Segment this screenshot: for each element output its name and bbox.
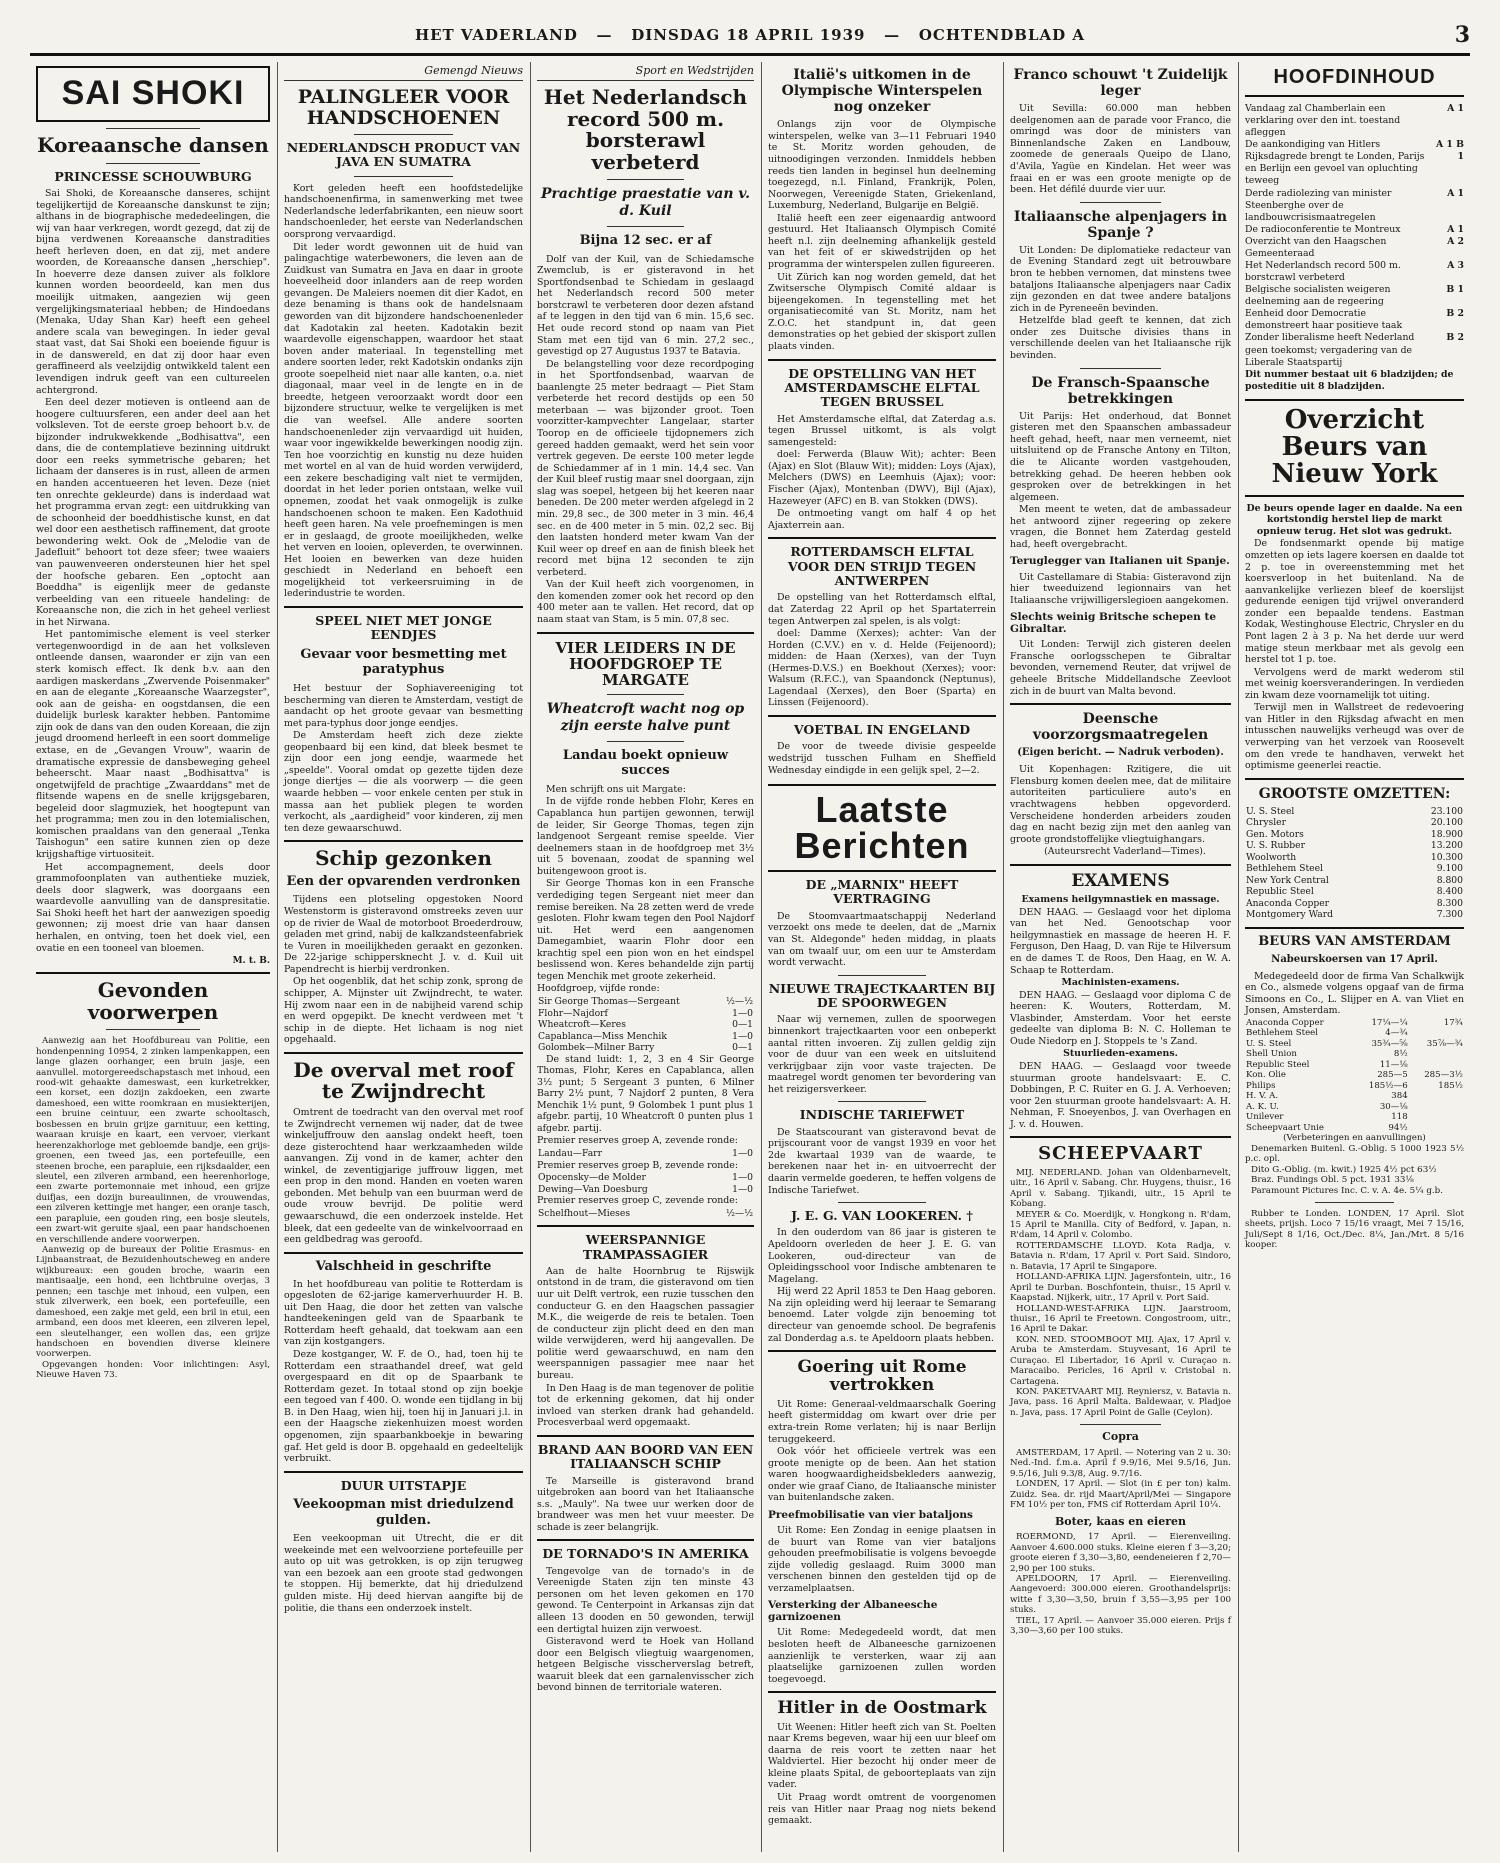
divider <box>768 1691 996 1693</box>
market-entry: ROERMOND, 17 April. — Eierenveiling. Aanvoer 4.600.000 stuks. Kleine eieren f 3—3,20; groote eieren f 3,30—3,80, eendeneieren f 2,70—2,90 per 100 stuks. <box>1010 1532 1231 1574</box>
divider <box>768 537 996 539</box>
issue-date: DINSDAG 18 APRIL 1939 <box>631 26 866 44</box>
signature: M. t. B. <box>232 956 270 967</box>
table-row: U. S. Steel 23.100 <box>1246 805 1463 817</box>
table-row: Anaconda Copper 17¼—¼ 17¾ <box>1246 1017 1463 1028</box>
paragraph: In den ouderdom van 86 jaar is gisteren te Apeldoorn overleden de heer J. E. G. van Lookeren, oud-directeur van de Opleidingsschool voor Indische ambtenaren te Magelang. <box>768 1227 996 1285</box>
column-2 <box>277 62 529 1852</box>
divider <box>354 176 453 177</box>
contents-item: Dit nummer bestaat uit 6 bladzijden; de posteditie uit 8 bladzijden. <box>1245 368 1454 392</box>
paragraph: Gisteravond werd te Hoek van Holland door een Belgisch vliegtuig waargenomen, hetgeen Belgische visscherverslag betreft, waaruit bleek dat een garnalenvisscher zich bevond binnen de territoriale wateren. <box>537 1636 754 1694</box>
paragraph: Aanwezig op de bureaux der Politie Erasmus- en Lijnbaanstraat, de Bezuidenhoutscheweg en andere wijkbureaux: een gouden broche, waarin een mantisaalje, een hond, een lichtbruine overjas, 3 pennen; een taschje met inhoud, een vulpen, een stuk zilverwerk, een boek, een portefeuille, een dameshoed, een zakje met geld, een bril in etui, een armband, een doos met kleeren, een zilveren lepel, een sleutelhanger, een wollen das, een grijze handschoen en bovendien diverse kleinere voorwerpen. <box>36 1245 270 1360</box>
article-title: SAI SHOKI <box>61 74 245 112</box>
paragraph: Uit Parijs: Het onderhoud, dat Bonnet gisteren met den Spaanschen ambassadeur heeft gehad, heeft, naar men verneemt, niet uitsluitend op de Fransche Antony en Tilton, die te Alicante worden vastgehouden, betrekking gehad. De heeren hebben ook gesproken over de betrekkingen in het algemeen. <box>1010 410 1231 503</box>
article-subhead: Slechts weinig Britsche schepen te Gibraltar. <box>1010 611 1217 636</box>
pairing: Schelfhout—Mieses <box>538 1207 631 1219</box>
article-title: Schip gezonken <box>315 846 492 871</box>
exchange-table <box>1245 1018 1464 1133</box>
score: 1—0 <box>732 1183 753 1195</box>
section-title: SCHEEPVAART <box>1038 1143 1203 1165</box>
divider <box>1315 1202 1394 1203</box>
paragraph: Men meent te weten, dat de ambassadeur het antwoord zijner regeering op zekere vragen, die Bonnet hem Zaterdag gesteld had, heeft overgebracht. <box>1010 504 1231 550</box>
pairing: Landau—Farr <box>538 1148 602 1160</box>
venue: PRINCESSE SCHOUWBURG <box>54 168 252 184</box>
masthead <box>30 22 1470 56</box>
article-title: Italië's uitkomen in de Olympische Winterspelen nog onzeker <box>781 67 983 116</box>
paragraph: Italië heeft een zeer eigenaardig antwoord gestuurd. Het Italiaansch Olympisch Comité heeft n.l. zijn deelneming afhankelijk gesteld van het feit of er skiwedstrijden op het programma der winterspelen zullen figureeren. <box>768 212 996 271</box>
divider <box>1080 368 1161 369</box>
article-deck: NEDERLANDSCH PRODUCT VAN JAVA EN SUMATRA <box>286 140 521 170</box>
article-subdeck: Bijna 12 sec. er af <box>579 232 712 248</box>
divider <box>537 632 754 634</box>
shipping-entry: MIJ. NEDERLAND. Johan van Oldenbarnevelt, uitr., 16 April v. Sabang. Chr. Huygens, thuisr., 16 April v. Sabang. Tjikandi, uitr., 15 April te Kobang. <box>1010 1167 1231 1210</box>
divider <box>537 1225 754 1227</box>
article-title: INDISCHE TARIEFWET <box>799 1107 965 1123</box>
exchange-note: Braz. Fundings Obl. 5 pct. 1931 33⅛ <box>1251 1175 1414 1186</box>
column-6 <box>1238 62 1470 1852</box>
paragraph: Tengevolge van de tornado's in de Vereenigde Staten zijn ten minste 43 personen om het leven gekomen en 170 gewond. Te Centerpoint in Arkansas zijn dat alleen 13 dooden en 50 gewonden, terwijl een dertigtal huizen zijn verwoest. <box>537 1565 754 1635</box>
table-row <box>537 1208 754 1220</box>
table-row <box>537 1184 754 1196</box>
paragraph: De fondsenmarkt opende bij matige omzetten op iets lagere koersen en daalde tot 2 p. toe in overeenstemming met het koersverloop in het buitenland. Na de aanvankelijke verliezen bleef de koerslijst gedurende eenigen tijd vrijwel onveranderd zonder een bepaalde tendens. Eastman Kodak, Westinghouse Electric, Chrysler en du Pont lagen 2 à 3 p. Na het derde uur werd matige steun merkbaar met als gevolg een herstel tot 1 p. toe. <box>1245 538 1464 666</box>
market-overview-title: Overzicht Beurs van Nieuw York <box>1245 399 1464 497</box>
paragraph: De belangstelling voor deze recordpoging in het Sportfondsenbad, waarvan de baanlengte 25 meter bedraagt — Piet Stam verbeterde het record destijds op een 50 meterbaan — was bijzonder groot. Toen voorzitter-kampvechter Langelaar, starter Toorop en de officieele tijdopnemers zich gereed hadden gemaakt, werd het sein voor vertrek gegeven. De eerste 100 meter legde de Schiedammer af in 1 min. 14,4 sec. Van der Kuil bleef rustig maar snel doorgaan, zijn slag was soepel, hetgeen bij het keeren naar beneden. De 200 meter werden afgelegd in 2 min. 29,8 sec., de 300 meter in 3 min. 46,4 sec. en de 400 meter in 5 min. 02,2 sec. Bij den laatsten honderd meter kwam Van der Kuil weer op dreef en aan de finish bleek het record met bijna 12 seconden te zijn verbeterd. <box>537 358 754 578</box>
pairing: Golombek—Milner Barry <box>538 1042 655 1054</box>
pairing: Capablanca—Miss Menchik <box>538 1030 667 1042</box>
page-number: 3 <box>1454 22 1470 48</box>
score: 1—0 <box>732 1172 753 1184</box>
table-row <box>537 1031 754 1043</box>
divider <box>284 606 523 608</box>
divider <box>1010 864 1231 866</box>
paragraph: In de vijfde ronde hebben Flohr, Keres en Capablanca hun partijen gewonnen, terwijl de leider, Sir George Thomas, tegen zijn landgenoot Sergeant remise speelde. Vier deelnemers staan in de hoofdgroep met 3½ uit 5 bovenaan, zoodat de spanning wel buitengewoon groot is. <box>537 796 754 877</box>
article-subtitle: Koreaansche dansen <box>37 133 269 157</box>
exchange-deck: Nabeurskoersen van 17 April. <box>1271 953 1438 965</box>
table-row <box>537 996 754 1008</box>
market-entry: TIEL, 17 April. — Aanvoer 35.000 eieren. Prijs f 3,30—3,60 per 100 stuks. <box>1010 1615 1231 1637</box>
exam-type: Examens heilgymnastiek en massage. <box>1021 894 1220 906</box>
paragraph: Dolf van der Kuil, van de Schiedamsche Zwemclub, is er gisteravond in het Sportfondsenbad te Schiedam in geslaagd het Nederlandsch record 500 meter borstcrawl te verbeteren door dezen afstand af te leggen in den tijd van 6 min. 15,6 sec. Het oude record stond op naam van Piet Stam met een tijd van 6 min. 27,2 sec., gevestigd op 27 Augustus 1937 te Batavia. <box>537 253 754 358</box>
article-title: DE „MARNIX" HEEFT VERTRAGING <box>805 877 959 907</box>
contents-list <box>1245 103 1464 393</box>
paragraph: Uit Zürich kan nog worden gemeld, dat het Zwitsersche Olympisch Comité aldaar is bijeengekomen. In tegenstelling met het organisatiecomité van St. Moritz, nam het Z.O.C. het standpunt in, dat geen demonstraties op het gebied der skisport zullen plaats vinden. <box>768 271 996 352</box>
article-title: DE TORNADO'S IN AMERIKA <box>542 1546 749 1562</box>
column-5 <box>1003 62 1237 1852</box>
paragraph: Aanwezig aan het Hoofdbureau van Politie, een hondenpenning 10954, 2 zinken lampenkappen, een lange glazen oorhanger, een bruin jasje, een aanvullel. motorgereedschapstasch met inhoud, een rood-wit gehaakte dameswast, een kurketrekker, een korset, een dozijn zakdoeken, een zwarte dameshoed, een witte roomkraan en musiekterijen, een bruine ceintuur, een zwarte schooltasch, bosbessen en bruin grijze garnituur, een ketting, waaraan kruisje en kaart, een vervoer, vierkant heerenzakhorloge met gebloemde bandje, een grijs-groenen, een tweed jas, een portefeuille, een steenen broche, een parapluie, een rijksdaalder, een sleutel, een zilveren armband, een heerenhorloge, een zwarte portemonnaie met inhoud, een grijze duifjas, een dozijn bureaulinnen, de vrouwendas, een zilveren kettingje met hanger, een oranje tasch, een parapluie, een gouden ring, een bosje sleutels, een zwart-wit geruite sjaal, een paar handschoenen en verschillende andere voorwerpen. <box>36 1036 270 1245</box>
divider <box>284 840 523 842</box>
paragraph: Uit Rome: Een Zondag in eenige plaatsen in de buurt van Rome van vier bataljons gehouden preefmobilisatie is volgens bevoegde zijde volledig geslaagd. Ruim 3000 man verschenen binnen den gestelden tijd op de verzamelplaatsen. <box>768 1524 996 1594</box>
divider <box>537 1539 754 1541</box>
market-entry: AMSTERDAM, 17 April. — Notering van 2 u. 30: Ned.-Ind. f.m.a. April f 9.9/16, Mei 9.5/16, Jun. 9.5/16, Juli 9.3/8, Aug. 9.7/16. <box>1010 1448 1231 1479</box>
paragraph: Naar wij vernemen, zullen de spoorwegen binnenkort trajectkaarten voor een onbeperkt aantal ritten invoeren. Zij zullen geldig zijn voor de duur van een week en uitsluitend verkrijgbaar zijn voor vaste trajecten. De maatregel wordt genomen ter bevordering van het reizigersverkeer. <box>768 1014 996 1095</box>
table-row: U. S. Rubber 13.200 <box>1246 840 1463 852</box>
paragraph: Uit Rome: Generaal-veldmaarschalk Goering heeft gistermiddag om kwart over drie per extra-trein Rome verlaten; hij is naar Berlijn teruggekeerd. <box>768 1398 996 1445</box>
divider <box>607 741 684 742</box>
paragraph: Deze kostganger, W. F. de O., had, toen hij te Rotterdam een straathandel dreef, wat geld overgespaard en dit op de Spaarbank te Rotterdam gezet. In totaal stond op zijn boekje een tegoed van f 400. O. wonde een tijdlang in bij B. in Den Haag, wien hij, toen hij in Januari j.l. in een der Haagsche ziekenhuizen moest worden opgenomen, zijn spaarbankboekje in bewaring gaf. Het geld is door B. opgehaald en gedeeltelijk verbruikt. <box>284 1349 523 1465</box>
article-title: DUUR UITSTAPJE <box>340 1477 467 1493</box>
table-row: Republic Steel 11—⅛ <box>1246 1059 1408 1070</box>
paragraph: Uit Sevilla: 60.000 man hebben deelgenomen aan de parade voor Franco, die omringd was door de ministers van Binnenlandsche Zaken en Landbouw, zoomede de generaals Queipo de Llano, d'Avila, Yagüe en Kindelan. Het weer was fraai en er was een groote menigte op de been. Het défilé duurde vier uur. <box>1010 103 1231 196</box>
paragraph: In het hoofdbureau van politie te Rotterdam is opgesloten de 62-jarige kamerverhuurder H. B. uit Den Haag, die door het zetten van valsche handteekeningen geld van de Spaarbank te Rotterdam heeft gehaald, dat toekwam aan een van zijn kostgangers. <box>284 1278 523 1348</box>
table-row: Republic Steel 8.400 <box>1246 886 1463 898</box>
paragraph: De Amsterdam heeft zich deze ziekte geopenbaard bij een kind, dat bleek besmet te zijn door een jong eendje, waarmede het „speelde". Vooral omdat op gezette tijden deze jonge diertjes — die als voorwerp — die geen waarde hebben — voor enkele centen per stuk in massa aan het publiek plegen te worden verkocht, als „aardigheid" voor kinderen, zij men ten deze gewaarschuwd. <box>284 730 523 834</box>
paragraph: Opgevangen honden: Voor inlichtingen: Asyl, Nieuwe Haven 73. <box>36 1359 270 1381</box>
paragraph: Ook vóór het officieele vertrek was een groote menigte op de been. Aan het station waren hoogwaardigheidsbekleders aanwezig, onder wie graaf Ciano, de Italiaansche minister van buitenlandsche zaken. <box>768 1446 996 1504</box>
article-title: NIEUWE TRAJECTKAARTEN BIJ DE SPOORWEGEN <box>768 980 996 1011</box>
article-title: VIER LEIDERS IN DE HOOFDGROEP TE MARGATE <box>555 638 736 689</box>
paragraph: Uit Londen: Terwijl zich gisteren deelen Fransche oorlogsschepen te Gibraltar bevonden, vernemend Reuter, dat vrijwel de geheele Britsche Middellandsche Zeevloot zich in de buurt van Malta bevond. <box>1010 639 1231 697</box>
divider <box>354 134 453 135</box>
divider <box>1080 1424 1161 1425</box>
divider <box>838 975 926 976</box>
contents-item: Derde radiolezing van minister Steenberghe over de landbouwcrisismaatregelen A 1 <box>1245 187 1464 223</box>
table-row: Woolworth 10.300 <box>1246 851 1463 863</box>
table-row <box>537 1148 754 1160</box>
contents-item: Belgische socialisten weigeren deelneming aan de regeering B 1 <box>1245 284 1464 308</box>
masthead-line: HET VADERLAND — DINSDAG 18 APRIL 1939 — OCHTENDBLAD A <box>414 26 1086 44</box>
divider <box>537 1435 754 1437</box>
market-title: Boter, kaas en eieren <box>1054 1514 1187 1528</box>
column-1 <box>30 62 276 1852</box>
article-title: Hitler in de Oostmark <box>777 1698 987 1719</box>
paragraph: Het bestuur der Sophiavereeniging tot bescherming van dieren te Amsterdam, vestigt de aandacht op het groote gevaar van besmetting met para-typhus door jonge eendjes. <box>284 682 523 729</box>
table-row: Kon. Olie 285—5 285—3½ <box>1246 1070 1463 1081</box>
section-kicker: Sport en Wedstrijden <box>537 62 754 81</box>
copyright-note: (Auteursrecht Vaderland—Times). <box>1044 846 1206 858</box>
edition: OCHTENDBLAD A <box>918 26 1086 44</box>
pairing: Flohr—Najdorf <box>538 1007 608 1019</box>
article-title: PALINGLEER VOOR HANDSCHOENEN <box>297 86 510 129</box>
section-kicker: Gemengd Nieuws <box>284 62 523 81</box>
contents-item: De radioconferentie te Montreux A 1 <box>1245 223 1464 235</box>
paragraph: Te Marseille is gisteravond brand uitgebroken aan boord van het Italiaansche s.s. „Mauly". Na twee uur werken door de brandweer was men het vuur meester. De schade is zeer belangrijk. <box>537 1475 754 1533</box>
article-title: De overval met roof te Zwijndrecht <box>293 1057 514 1104</box>
contents-item: Overzicht van den Haagschen Gemeenteraad A 2 <box>1245 235 1464 259</box>
paragraph: Hij werd 22 April 1853 te Den Haag geboren. Na zijn opleiding werd hij leeraar te Semarang benoemd. Later volgde zijn benoeming tot directeur van genoemde school. De begrafenis zal Donderdag a.s. te Apeldoorn plaats hebben. <box>768 1286 996 1344</box>
pairing: Opocensky—de Molder <box>538 1172 646 1184</box>
article-title: Het Nederlandsch record 500 m. borsterawl verbeterd <box>543 85 748 174</box>
turnover-title: GROOTSTE OMZETTEN: <box>1258 785 1451 802</box>
paragraph: De ontmoeting vangt om half 4 op het Ajaxterrein aan. <box>768 508 996 531</box>
score: ½—½ <box>726 996 753 1008</box>
lost-items-title: Gevonden voorwerpen <box>87 978 219 1024</box>
paragraph: Het Amsterdamsche elftal, dat Zaterdag a.s. tegen Brussel uitkomt, is als volgt samengesteld: <box>768 413 996 448</box>
column-3 <box>530 62 760 1852</box>
latest-news-banner: Laatste Berichten <box>768 784 996 872</box>
article-deck: Wheatcroft wacht nog op zijn eerste halve punt <box>546 701 745 734</box>
paragraph: Dit leder wordt gewonnen uit de huid van palingachtige waterbewoners, die leven aan de Zuidkust van Sumatra en Java en daar in groote hoeveelheid door inlanders aan de reep worden gevangen. De Maleiers noemen dit dier Kadot, en deze benaming is thans ook de handelsnaam geworden van dit bijzondere handschoenenleder dat Kadotakin zal heeten. Kadotakin bezit waardevolle eigenschappen, waardoor het staat boven ander materiaal. In tegenstelling met andere soorten leder, rekt Kadotskin ondanks zijn groote soepelheid niet naar alle kanten, o.a. niet diagonaal, maar veel in de lengte en in de breedte, hetgeen veroorzaakt wordt door een bijzondere structuur, welke te vergelijken is met die van weefsel. Alle andere soorten handschoenenleder zijn vervaardigd uit huiden, waar voor ingewikkelde bewerkingen noodig zijn. Ten hoe voorzichtig en kunstig nu deze huiden met wortel en al van de huid worden verwijderd, een zekere beschadiging valt niet te vermijden, doordat in het leder porien ontstaan, welke vuil opnemen, zoodat het vaak onmogelijk is zulke handschoenen schoon te maken. Een Kadothuid heeft geen haren. Na vele proefnemingen is men er in geslaagd, de groote moeilijkheden, welke het verven en looien, opleverden, te overwinnen. Het looien en bewerken van deze huiden geschiedt in Nederland en behoeft een mogelijkheid tot verkeersruiming in de lederindustrie te worden. <box>284 241 523 600</box>
pairing: Dewing—Van Doesburg <box>538 1183 648 1195</box>
table-row: H. V. A. 384 <box>1246 1091 1408 1102</box>
divider <box>768 715 996 717</box>
paragraph: Van der Kuil heeft zich voorgenomen, in den komenden zomer ook het record op den 400 meter aan te vallen. Het record, dat op naam staat van Stam, is 5 min. 07,8 sec. <box>537 579 754 625</box>
section-title: EXAMENS <box>1071 870 1170 891</box>
article-title: BRAND AAN BOORD VAN EEN ITALIAANSCH SCHIP <box>537 1441 754 1472</box>
paragraph: De stand luidt: 1, 2, 3 en 4 Sir George Thomas, Flohr, Keres en Capablanca, allen 3½ punt; 5 Sergeant 3 punten, 6 Milner Barry 2½ punt, 7 Najdorf 2 punten, 8 Vera Menchik 1½ punt, 9 Golombek 1 punt plus 1 afgebr. partij, 10 Wheatcroft 0 punten plus 1 afgebr. partij. <box>537 1053 754 1134</box>
table-row: Gen. Motors 18.900 <box>1246 828 1463 840</box>
contents-item: Zonder liberalisme heeft Nederland geen toekomst; vergadering van de Liberale Staatspartij B 2 <box>1245 332 1464 368</box>
paragraph: Medegedeeld door de firma Van Schalkwijk en Co., alsmede volgens opgaaf van de firma Simoons en Co., L. Slijper en A. van Vliet en Jonsen, Amsterdam. <box>1245 970 1464 1017</box>
column-4 <box>761 62 1002 1852</box>
divider <box>284 1052 523 1054</box>
contents-item: Het Nederlandsch record 500 m. borstcrawl verbeterd A 3 <box>1245 260 1464 284</box>
table-row: Montgomery Ward 7.300 <box>1246 909 1463 921</box>
divider <box>1245 95 1464 97</box>
article-deck: Prachtige praestatie van v. d. Kuil <box>540 186 751 220</box>
paragraph: Terwijl men in Wallstreet de redevoering van Hitler in den Rijksdag afwacht en men intusschen nauwelijks verheugd was over de verwerping van het verzoek van Roosevelt om den vrede te handhaven, verwekt het optimisme geenerlei reactie. <box>1245 702 1464 772</box>
shipping-entry: KON. NED. STOOMBOOT MIJ. Ajax, 17 April v. Aruba te Amsterdam. Stuyvesant, 16 April te Curaçao. El Libertador, 16 April v. Curaçao n. Maracaibo. Pericles, 16 April v. Cristobal n. Cartagena. <box>1010 1334 1231 1387</box>
table-row <box>537 1042 754 1054</box>
score: 0—1 <box>732 1042 753 1054</box>
paragraph: Uit Castellamare di Stabia: Gisteravond zijn hier tweeduizend legionnairs van het Italiaansche vrijwilligerslegioen aangekomen. <box>1010 571 1231 606</box>
pairing: Sir George Thomas—Sergeant <box>538 996 680 1008</box>
score: 0—1 <box>732 1019 753 1031</box>
paragraph: Uit Kopenhagen: Rzitigere, die uit Flensburg komen deelen mee, dat de militaire autoriteiten particuliere auto's en vrachtwagens hebben opgevorderd. Verscheidene honderden arbeiders zouden dag en nacht bezig zijn met den aanleg van groote grondstoffelijke vliegtuighangars. <box>1010 764 1231 845</box>
market-entry: LONDEN, 17 April. — Slot (in £ per ton) kalm. Zuidz. Sea. dr. rijd Maart/April/Mei — Singapore FM 10½ per ton, FMS cif Rotterdam April 10¼. <box>1010 1479 1231 1511</box>
score: 1—0 <box>732 1030 753 1042</box>
results-table <box>537 1148 754 1160</box>
article-title: Franco schouwt 't Zuidelijk leger <box>1013 67 1228 100</box>
article-deck: Een der opvarenden verdronken <box>286 873 521 889</box>
exam-type: Stuurlieden-examens. <box>1063 1048 1178 1060</box>
paragraph: Sir George Thomas kon in een Fransche verdediging tegen Sergeant niet meer dan remise bereiken. Na 28 zetten werd de vrede gesloten. Flohr kwam tegen den Pool Najdorf uit. Het werd een aangenomen Damegambiet, waarin Flohr door een krachtig spel een pion won en het eindspel beslissend won. Keres behandelde zijn partij tegen Menchik met groote zekerheid. <box>537 878 754 982</box>
paragraph: Tijdens een plotseling opgestoken Noord Westenstorm is gisteravond omstreeks zeven uur op de rivier de Waal de motorboot Broederdrouw, geladen met grind, nabij de kalkzandsteenfabriek te Vuren in moeilijkheden geraakt en gezonken. De 22-jarige schippersknecht J. v. d. Kuil uit Papendrecht is hierbij verdronken. <box>284 894 523 975</box>
paragraph: Onlangs zijn voor de Olympische winterspelen, welke van 3—11 Februari 1940 te St. Moritz worden gehouden, de uitnoodigingen verzonden. Inmiddels hebben reeds tien landen in beginsel hun deelneming toegezegd, n.l. Finland, Frankrijk, Polen, Noorwegen, Vereenigde Staten, Griekenland, Luxemburg, Nederland, Bulgarije en België. <box>768 119 996 212</box>
article-title: VOETBAL IN ENGELAND <box>793 722 971 738</box>
table-row: Shell Union 8½ <box>1246 1049 1408 1060</box>
article-title: Goering uit Rome vertrokken <box>797 1357 967 1396</box>
divider <box>1010 1136 1231 1138</box>
contents-item: Vandaag zal Chamberlain een verklaring over den int. toestand afleggen A 1 <box>1245 103 1464 139</box>
shipping-entry: KON. PAKETVAART MIJ. Reyniersz, v. Batavia n. Java, pass. 16 April Malta. Baldewaar, v. Pladjoe n. Java, pass. 17 April Point de Galle (Ceylon). <box>1010 1387 1231 1418</box>
results-table <box>537 996 754 1054</box>
table-row: Bethlehem Steel 4—¾ <box>1246 1028 1408 1039</box>
paragraph: Hetzelfde blad geeft te kennen, dat zich onder zes Duitsche divisies thans in verschillende deelen van het Italiaansche rijk bevinden. <box>1010 315 1231 361</box>
divider <box>106 163 200 164</box>
exchange-note: Rubber te Londen. LONDEN, 17 April. Slot sheets, prijsh. Loco 7 15/16 vraagt, Mei 7 15/16, Juli/Sept 8 1/16, Oct./Dec. 8¼, Jan./Mrt. 8 5/16 kooper. <box>1245 1208 1464 1251</box>
paragraph: Uit Weenen: Hitler heeft zich van St. Poelten naar Krems begeven, waar hij een uur bleef om daarna de reis voort te zetten naar het Waldviertel. Hier bezocht hij onder meer de kleine plaats Spital, de geboorteplaats van zijn vader. <box>768 1721 996 1791</box>
exchange-note: Paramount Pictures Inc. C. v. A. 4e. 5¼ g.b. <box>1251 1185 1443 1196</box>
article-title: ROTTERDAMSCH ELFTAL VOOR DEN STRIJD TEGEN ANTWERPEN <box>787 544 977 589</box>
turnover-table <box>1245 806 1464 921</box>
paragraph: De Staatscourant van gisteravond bevat de prijscourant voor de vangst 1939 en voor het 2de kwartaal 1939 van de waarde, te berekenen naar het in- en uitvoerrecht der daarin vermelde goederen, te heffen volgens de Indische Tariefwet. <box>768 1126 996 1196</box>
article-deck: Veekoopman mist driedulzend gulden. <box>293 1497 514 1528</box>
paragraph: Vervolgens werd de markt wederom stil met weinig koersveranderingen. In verdieden zin kwam deze voornamelijk tot uiting. <box>1245 666 1464 701</box>
paragraph: DEN HAAG. — Geslaagd voor diploma C de heeren: K. Wouters, Rotterdam, M. Vlasbinder, Amsterdam. Voor het eerste gedeelte van diploma B: N. C. Holleman te Oude Niedorp en J. Stoppels te 's Zand. <box>1010 989 1231 1047</box>
table-row <box>537 1019 754 1031</box>
divider <box>838 1202 926 1203</box>
paragraph: Kort geleden heeft een hoofdstedelijke handschoenenfirma, in samenwerking met twee Nederlandsche lederfabrikanten, een nieuw soort handschoenleder, het eerste van Nederlandschen oorsprong vervaardigd. <box>284 182 523 241</box>
divider <box>106 1029 200 1030</box>
divider <box>768 359 996 361</box>
article-subhead: Versterking der Albaneesche garnizoenen <box>768 1599 938 1624</box>
table-row: Philips 185½—6 185½ <box>1246 1080 1463 1091</box>
paragraph: DEN HAAG. — Geslaagd voor het diploma van het Ned. Genootschap voor heilgymnastiek en massage de heeren H. F. Ferguson, Den Haag, D. van Rije te Hilversum en de dames T. de Roos, Den Haag, en W. A. Schaap te Rotterdam. <box>1010 906 1231 976</box>
exchange-title: BEURS VAN AMSTERDAM <box>1258 933 1451 949</box>
paragraph: DEN HAAG. — Geslaagd voor tweede stuurman groote handelsvaart: E. C. Dobbingen, P. C. Ruiter en G. J. A. Verhoeven; voor 2en stuurman groote handelsvaart: A. H. Nehman, F. Snoeyenbos, J. van Overhagen en J. v. d. Houwen. <box>1010 1061 1231 1130</box>
divider <box>607 226 684 227</box>
divider <box>106 128 200 129</box>
divider <box>607 694 684 695</box>
paragraph: Het accompagnement, deels door grammofoonplaten van authentieke muziek, deels door slagwerk, was doorgaans een waardevolle aanvulling van de danspresitatie. Sai Shoki heeft het hart der aanwezigen spoedig gewonnen; zij moest drie van haar dansen herhalen, en ontving, toen het doek viel, een ovatie en een tooneel van bloemen. <box>36 861 270 954</box>
exchange-note: Denemarken Buitenl. G.-Oblig. 5 1000 1923 5½ p.c. opl. <box>1245 1143 1464 1165</box>
results-table <box>537 1208 754 1220</box>
market-overview-deck: De beurs opende lager en daalde. Na een kortstondig herstel liep de markt opnieuw terug. Het slot was gedrukt. <box>1246 502 1463 537</box>
article-title: De Fransch-Spaansche betrekkingen <box>1031 374 1210 407</box>
article-title: J. E. G. VAN LOOKEREN. † <box>791 1208 973 1224</box>
contents-item: Eenheid door Democratie demonstreert haar positieve taak B 2 <box>1245 308 1464 332</box>
paragraph: Op het oogenblik, dat het schip zonk, sprong de schipper, A. Mijnster uit Zwijndrecht, te water. Hij zwom naar een in de nabijheid varend schip en werd opgepikt. De knecht verdween met 't schip in de diepte. Het lichaam is nog niet opgehaald. <box>284 976 523 1046</box>
shipping-entry: MEYER & Co. Moerdijk, v. Hongkong n. R'dam, 15 April te Manilla. City of Bedford, v. Japan, n. R'dam, 14 April v. Colombo. <box>1010 1209 1231 1241</box>
pairing: Wheatcroft—Keres <box>538 1019 626 1031</box>
table-row: Scheepvaart Unie 94½ <box>1246 1122 1408 1133</box>
article-title: Italiaansche alpenjagers in Spanje ? <box>1013 208 1228 241</box>
market-entry: APELDOORN, 17 April. — Eierenveiling. Aangevoerd: 300.000 eieren. Groothandelsprijs: witte f 3,30—3,50, bruin f 3,55—3,95 per 100 stuks. <box>1010 1574 1231 1616</box>
article-title: DE OPSTELLING VAN HET AMSTERDAMSCHE ELFTAL TEGEN BRUSSEL <box>784 365 980 410</box>
paper-name: HET VADERLAND <box>414 26 578 44</box>
score: 1—0 <box>732 1148 753 1160</box>
paragraph: Uit Londen: De diplomatieke redacteur van de Evening Standard zegt uit betrouwbare bron te hebben vernomen, dat minstens twee bataljons Italiaansche alpenjagers naar Cadix zijn gezonden en dat twee andere bataljons zich in de Pyreneeën bevinden. <box>1010 244 1231 314</box>
table-title: Premier reserves groep C, zevende ronde: <box>537 1195 738 1207</box>
divider <box>284 1471 523 1473</box>
shipping-entry: HOLLAND-AFRIKA LIJN. Jagersfontein, uitr., 16 April te Durban. Boschfontein, thuisr., 15 April v. Kaapstad. Nijkerk, uitr., 17 April v. Port Said. <box>1010 1272 1231 1304</box>
divider <box>768 1350 996 1352</box>
table-row <box>537 1172 754 1184</box>
table-row: Unilever 118 <box>1246 1112 1408 1123</box>
score: 1—0 <box>732 1007 753 1019</box>
paragraph: De Stoomvaartmaatschappij Nederland verzoekt ons mede te deelen, dat de „Marnix van St. Aldegonde" heden middag, in plaats van om twaalf uur, om een uur te Amsterdam wordt verwacht. <box>768 910 996 969</box>
divider <box>1245 778 1464 780</box>
exchange-note: Dito G.-Oblig. (m. kwit.) 1925 4½ pct 63½ <box>1251 1164 1437 1175</box>
results-table <box>537 1172 754 1195</box>
paragraph: Men schrijft ons uit Margate: <box>546 783 686 795</box>
paragraph: Aan de halte Hoornbrug te Rijswijk ontstond in de tram, die gisteravond om tien uur uit Delft vertrok, een ruzie tusschen den conducteur G. en den Haagschen passagier M.K., die weigerde de reis te betalen. Toen de conducteur zijn plicht deed en den man wilde verwijderen, werd hij aangevallen. De politie werd gewaarschuwd, en nam den weerspannigen passagier mee naar het bureau. <box>537 1265 754 1381</box>
score: ½—½ <box>726 1207 753 1219</box>
divider <box>607 179 684 180</box>
divider <box>838 1101 926 1102</box>
divider <box>36 972 270 974</box>
paragraph: Een deel dezer motieven is ontleend aan de hoogere cultuursferen, een ander deel aan het volksleven. Tot de eerste groep behoort b.v. de bijzonder indrukwekkende „Bodhisattva", een dans, die de contemplatieve bezinning uitdrukt door een reeks symmetrische gebaren; het lichaam der danseres is in rust, alleen de armen en handen accentueeren het leven. Deze (niet ten onrechte gekleurde) dans is inderdaad wat het programma ervan zegt: een uitdrukking van de schoonheid der boeddhistische kunst, en dat wel door een aesthetisch raffinement, dat groote bewondering wekt. Ook de „Melodie van de Jadefluit" behoort tot deze sfeer; twee waaiers van pauwenveeren ondersteunen hier het spel der hoofsche gebaren. Een „optocht aan Boeddha" is eigenlijk meer de gedanste verbeelding van een ritueele handeling: de Koreaansche non, die zich in het geheel verliest in het Nirwana. <box>36 397 270 628</box>
paragraph: Een veekoopman uit Utrecht, die er dit weekeinde met een welvoorziene portefeuille per auto op uit was getrokken, is op zijn terugweg van een bezoek aan een groote stad gedwongen te stoppen. Hij bemerkte, dat hij driedulzend gulden miste. Hij deed hiervan aangifte bij de politie, die thans een onderzoek instelt. <box>284 1533 523 1614</box>
table-row <box>537 1008 754 1020</box>
article-subhead: Preefmobilisatie van vier bataljons <box>768 1508 973 1521</box>
exchange-note: (Verbeteringen en aanvullingen) <box>1283 1133 1426 1144</box>
table-row: Bethlehem Steel 9.100 <box>1246 863 1463 875</box>
paragraph: Het pantomimische element is veel sterker vertegenwoordigd in de aan het volksleven ontleende dansen, waaronder er zijn van een sterk komisch effect. Ik denk b.v. aan den aardigen maskerdans „Zwervende Poisenmaker" en aan de elegante „Koreaansche Waarzegster", ook aan de geisha- en oogstdansen, die een duidelijk burlesk karakter hebben. Pantomime zijn ook de dans van den ouden Koreaan, die zijn jeugd droomend herleeft in een soort dommelige extase, en de „Gevangen Vrouw", waarin de dramatische expressie de dansbeweging geheel beheerscht. Maar naast „Bodhisattva" is ongetwijfeld de prachtige „Zwaarddans" met de flitsende wapens en de snelle krijgsgebaren, begeleid door slagmuziek, het hoogtepunt van het programma; men zou in den lotemialischen, komischen praaldans van den generaal „Tenka Taishogun" een satire kunnen zien op deze krijgshaftige virtuositeit. <box>36 629 270 861</box>
article-title: Valschheid in geschrifte <box>315 1258 492 1274</box>
table-row: New York Central 8.800 <box>1246 874 1463 886</box>
table-row: Chrysler 20.100 <box>1246 817 1463 829</box>
paragraph: doel: Damme (Xerxes); achter: Van der Horden (C.V.V.) en v. d. Helde (Feijenoord); midden: de Haan (Xerxes), van der Tuyn (Hermes-D.V.S.) en Boekhout (Xerxes); voor: Walsum (R.F.C.), van Spaandonck (Neptunus), Lagendaal (Xerxes), den Boer (Sparta) en Linssen (Feijenoord). <box>768 628 996 709</box>
table-title: Hoofdgroep, vijfde ronde: <box>537 983 660 995</box>
article-title: Deensche voorzorgsmaatregelen <box>1032 711 1209 744</box>
divider <box>1010 703 1231 705</box>
table-title: Premier reserves groep A, zevende ronde: <box>537 1135 738 1147</box>
paragraph: Uit Praag wordt omtrent de voorgenomen reis van Hitler naar Praag nog niets bekend gemaakt. <box>768 1791 996 1827</box>
divider <box>1245 927 1464 929</box>
divider <box>1080 202 1161 203</box>
article-deck: (Eigen bericht. — Nadruk verboden). <box>1017 747 1224 759</box>
paragraph: doel: Ferwerda (Blauw Wit); achter: Been (Ajax) en Slot (Blauw Wit); midden: Loys (Ajax), Melchers (DWS) en Leemhuis (Ajax); voor: Fischer (Ajax), Montenban (DWV), Bijl (Ajax), Hazeweyer (AFC) en B. van Stokken (DWS). <box>768 449 996 507</box>
table-row: U. S. Steel 35¾—⅝ 35⅞—¾ <box>1246 1038 1463 1049</box>
paragraph: Omtrent de toedracht van den overval met roof te Zwijndrecht vernemen wij nader, dat de twee winkeljuffrouw den aanslag ondekt heeft, toen deze gisterochtend haar werkzaamheden wilde aanvangen. Zij vond in de kamer, achter den winkel, de zeventigjarige juffrouw liggen, met een prop in den mond. Handen en voeten waren gebonden. Met behulp van een buurman werd de oude vrouw bevrijd. De politie werd gewaarschuwd, die een onderzoek instelde. Het bleek, dat een gedeelte van de winkelvoorraad en een geldbedrag was geroofd. <box>284 1106 523 1246</box>
shipping-entry: HOLLAND-WEST-AFRIKA LIJN. Jaarstroom, thuisr., 16 April te Freetown. Congostroom, uitr., 16 April te Dakar. <box>1010 1303 1231 1335</box>
article-subdeck: Landau boekt opnieuw succes <box>562 747 729 779</box>
divider <box>284 1252 523 1254</box>
article-subhead: Teruglegger van Italianen uit Spanje. <box>1010 555 1230 568</box>
contents-title: HOOFDINHOUD <box>1273 66 1436 88</box>
article-title: SPEEL NIET MET JONGE EENDJES <box>315 613 492 643</box>
market-title: Copra <box>1102 1430 1139 1444</box>
table-title: Premier reserves groep B, zevende ronde: <box>537 1159 739 1171</box>
table-row: Anaconda Copper 8.300 <box>1246 897 1463 909</box>
sai-shoki-header-box <box>36 66 270 122</box>
table-row: A. K. U. 30—⅛ <box>1246 1101 1408 1112</box>
paragraph: Sai Shoki, de Koreaansche danseres, schijnt tegelijkertijd de Koreaansche danskunst te zijn; althans in de biographische mededeelingen, die wij van haar verkregen, wordt gezegd, dat zij de bijna verdwenen Koreaansche danstradities heeft herleven doen, en dat zij, met andere woorden, de Koreaansche dansen „herschiep". In hoeverre deze dansen zuiver als folklore kunnen worden beoordeeld, kan men dus moeilijk uitmaken, aangezien wij geen vergelijkingsmateriaal hebben; de Hindoedans (Menaka, Uday Shan Kar) heeft een geheel andere scala van bewegingen. In ieder geval staat vast, dat Sai Shoki een boeiende figuur is in de danswereld, en dat zij door haar even geraffineerd als veelzijdig ontwikkeld talent een levendigen indruk geeft van een cultureelen achtergrond. <box>36 187 270 396</box>
article-title: WEERSPANNIGE TRAMPASSAGIER <box>582 1232 709 1262</box>
shipping-entry: ROTTERDAMSCHE LLOYD. Kota Radja, v. Batavia n. R'dam, 17 April v. Port Said. Sindoro, n. Batavia, 17 April te Singapore. <box>1010 1240 1231 1272</box>
exam-type: Machinisten-examens. <box>1061 977 1180 989</box>
paragraph: Uit Rome: Medegedeeld wordt, dat men besloten heeft de Albaneesche garnizoenen aanzienlijk te versterken, waar zij aan plaatselijke garnizoenen zullen worden toegevoegd. <box>768 1627 996 1685</box>
paragraph: De voor de tweede divisie gespeelde wedstrijd tusschen Fulham en Sheffield Wednesday eindigde in een gelijk spel, 2—2. <box>768 741 996 776</box>
article-deck: Gevaar voor besmetting met paratyphus <box>300 646 507 678</box>
paragraph: De opstelling van het Rotterdamsch elftal, dat Zaterdag 22 April op het Spartaterrein tegen Antwerpen zal spelen, is als volgt: <box>768 592 996 627</box>
paragraph: In Den Haag is de man tegenover de politie tot de erkenning gekomen, dat hij onder invloed van sterken drank had gehandeld. Procesverbaal werd opgemaakt. <box>537 1382 754 1429</box>
contents-item: De aankondiging van Hitlers Rijksdagrede brengt te Londen, Parijs en Berlijn een gevoel van opluchting teweeg A 1 B 1 <box>1245 139 1464 187</box>
